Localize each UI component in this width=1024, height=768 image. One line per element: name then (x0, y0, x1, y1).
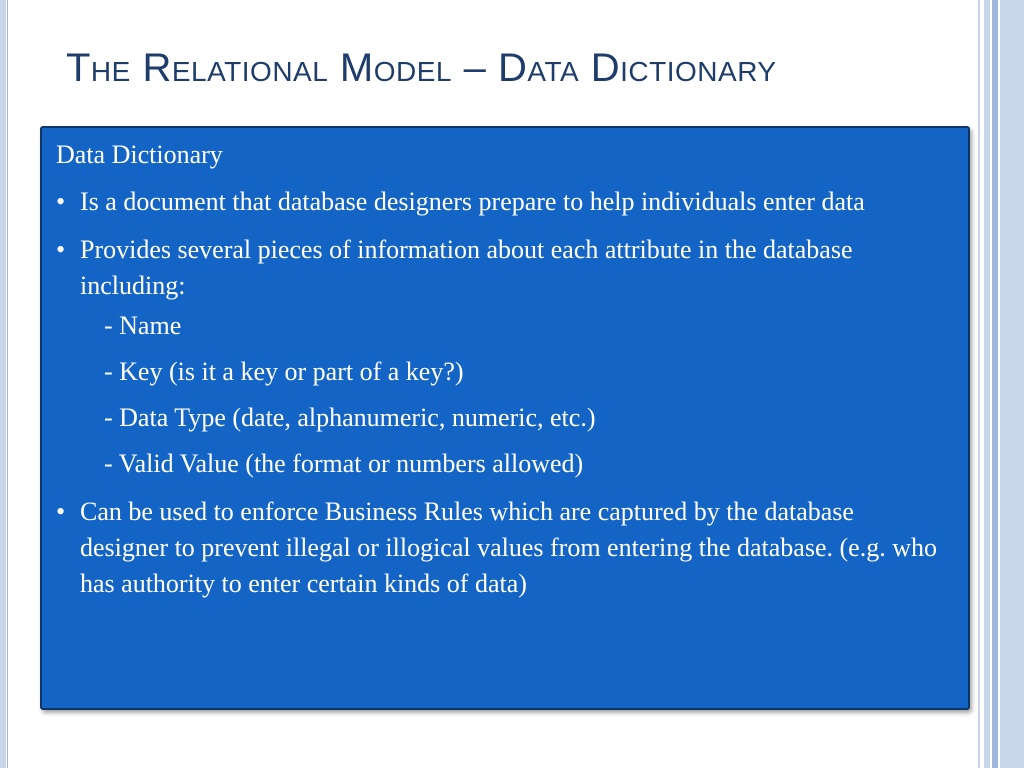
bullet-item (56, 494, 940, 602)
attribute-list (80, 308, 940, 482)
bullet-item (56, 232, 940, 482)
bullet-icon: • (56, 235, 66, 264)
right-edge-stripe-4 (1000, 0, 1024, 768)
bullet-list (56, 184, 940, 602)
slide-title: The Relational Model – Data Dictionary (66, 46, 777, 90)
right-edge-stripe-3 (992, 0, 998, 768)
left-edge-line (7, 0, 8, 768)
attribute-item: - Key (is it a key or part of a key?) (104, 357, 464, 386)
bullet-icon: • (56, 187, 66, 216)
content-heading: Data Dictionary (56, 140, 223, 169)
attribute-item: - Data Type (date, alphanumeric, numeric, etc.) (104, 403, 596, 432)
bullet-text: Provides several pieces of information about each attribute in the database including: (80, 235, 853, 300)
content-box (40, 126, 970, 710)
attribute-item: - Valid Value (the format or numbers allowed) (104, 449, 584, 478)
attribute-item: - Name (104, 311, 182, 340)
left-edge-stripe (0, 0, 6, 768)
right-edge-stripe-2 (984, 0, 990, 768)
bullet-text: Is a document that database designers prepare to help individuals enter data (80, 187, 865, 216)
bullet-text: Can be used to enforce Business Rules which are captured by the database designer to prevent illegal or illogical values from entering the database. (e.g. who has authority to enter certain kinds of data) (80, 497, 937, 598)
bullet-item (56, 184, 940, 220)
bullet-icon: • (56, 497, 66, 526)
right-edge-stripe-1 (978, 0, 980, 768)
